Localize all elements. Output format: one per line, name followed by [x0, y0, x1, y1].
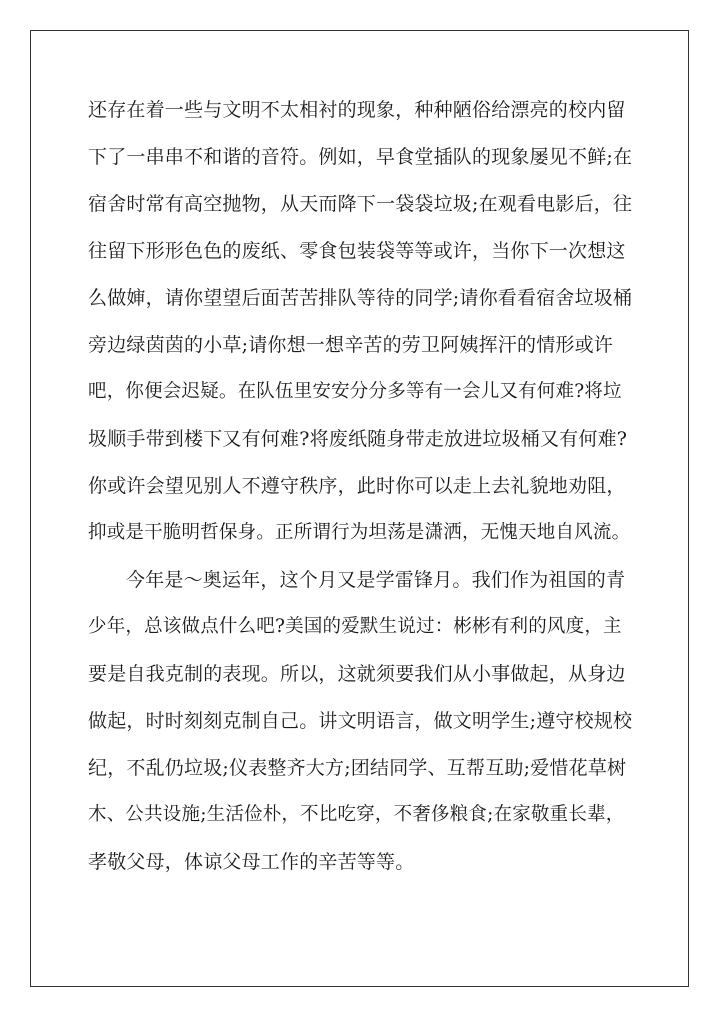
page-frame [30, 30, 689, 987]
paragraph-2-line-4: 做起，时时刻刻克制自己。讲文明语言，做文明学生;遵守校规校 [88, 710, 633, 732]
paragraph-2-line-5: 纪，不乱仍垃圾;仪表整齐大方;团结同学、互帮互助;爱惜花草树 [88, 757, 627, 779]
paragraph-2-line-2: 少年，总该做点什么吧?美国的爱默生说过：彬彬有利的风度，主 [88, 616, 622, 637]
paragraph-1-line-4: 往留下形形色色的废纸、零食包装袋等等或许，当你下一次想这 [88, 240, 626, 262]
paragraph-2-line-6: 木、公共设施;生活俭朴，不比吃穿，不奢侈粮食;在家敬重长辈， [88, 804, 625, 825]
paragraph-1-line-5: 么做婶，请你望望后面苦苦排队等待的同学;请你看看宿舍垃圾桶 [88, 287, 633, 309]
paragraph-2-line-1: 今年是～奥运年，这个月又是学雷锋月。我们作为祖国的青 [126, 569, 626, 591]
paragraph-1-line-8: 圾顺手带到楼下又有何难?将废纸随身带走放进垃圾桶又有何难? [88, 428, 628, 450]
paragraph-2-line-3: 要是自我克制的表现。所以，这就须要我们从小事做起，从身边 [88, 663, 626, 685]
paragraph-1-line-10: 抑或是干脆明哲保身。正所谓行为坦荡是潇洒，无愧天地自风流。 [88, 522, 631, 543]
paragraph-1-line-7: 吧，你便会迟疑。在队伍里安安分分多等有一会儿又有何难?将垃 [88, 381, 622, 402]
paragraph-1-line-2: 下了一串串不和谐的音符。例如，早食堂插队的现象屡见不鲜;在 [88, 146, 633, 168]
paragraph-2-line-7: 孝敬父母，体谅父母工作的辛苦等等。 [88, 851, 415, 873]
paragraph-1-line-6: 旁边绿茵茵的小草;请你想一想辛苦的劳卫阿姨挥汗的情形或许 [88, 334, 614, 356]
paragraph-1-line-1: 还存在着一些与文明不太相衬的现象，种种陋俗给漂亮的校内留 [88, 99, 626, 121]
paragraph-1-line-9: 你或许会望见别人不遵守秩序，此时你可以走上去礼貌地劝阻， [88, 475, 626, 497]
paragraph-1-line-3: 宿舍时常有高空抛物，从天而降下一袋袋垃圾;在观看电影后，往 [88, 193, 633, 215]
